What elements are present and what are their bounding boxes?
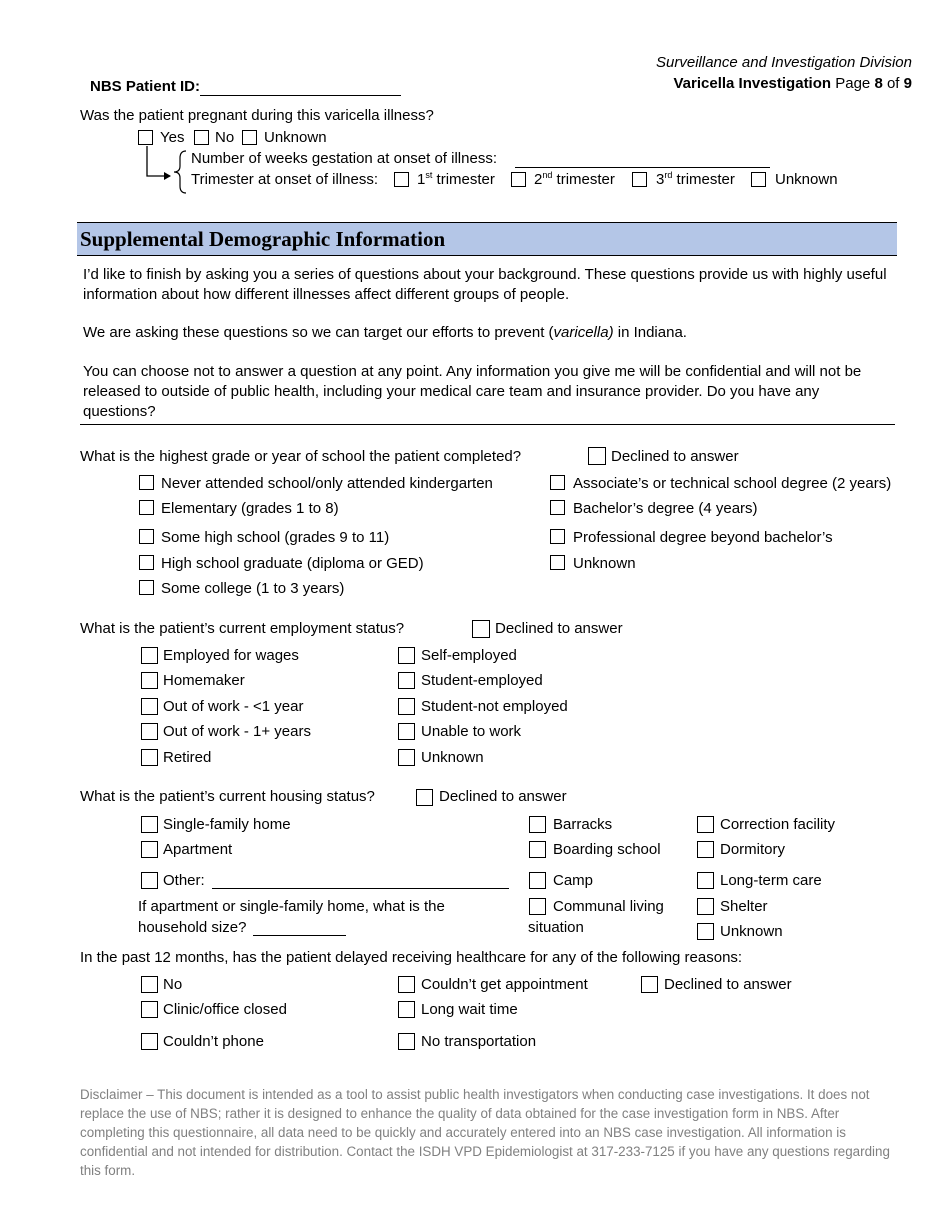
edu-elementary-checkbox[interactable] (139, 500, 154, 515)
edu-elementary-label: Elementary (grades 1 to 8) (161, 500, 339, 517)
emp-retired-label: Retired (163, 749, 212, 766)
edu-hs-graduate-label: High school graduate (diploma or GED) (161, 555, 424, 572)
hc-declined-checkbox[interactable] (641, 976, 658, 993)
housing-communal-checkbox[interactable] (529, 898, 546, 915)
pregnant-unknown-checkbox[interactable] (242, 130, 257, 145)
trimester-1-label (417, 171, 495, 189)
housing-camp-checkbox[interactable] (529, 872, 546, 889)
education-declined-label: Declined to answer (611, 448, 739, 465)
patient-id-label: NBS Patient ID: (90, 78, 201, 95)
employment-declined-label: Declined to answer (495, 620, 623, 637)
housing-other-checkbox[interactable] (141, 872, 158, 889)
trimester-label: Trimester at onset of illness: (191, 171, 379, 188)
edu-some-high-school-label: Some high school (grades 9 to 11) (161, 529, 390, 546)
housing-declined-checkbox[interactable] (416, 789, 433, 806)
education-declined-checkbox[interactable] (588, 447, 606, 465)
housing-camp-label: Camp (553, 872, 594, 889)
edu-some-high-school-checkbox[interactable] (139, 529, 154, 544)
housing-dormitory-checkbox[interactable] (697, 841, 714, 858)
housing-communal-label-1: Communal living (553, 898, 664, 915)
hc-phone-label: Couldn’t phone (163, 1033, 264, 1050)
emp-self-label: Self-employed (421, 647, 517, 664)
household-question-line1: If apartment or single-family home, what is the (138, 898, 445, 915)
disclaimer: Disclaimer – This document is intended as a tool to assist public health investigators when conducting case investigations. It does not replace the use of NBS; rather it is designed to enhance the quality of data obtained for the case investigation form in NBS. After completing this questionnaire, all data need to be quickly and accurately entered into an NBS case investigation. All information is confidential and not intended for distribution. Contact the ISDH VPD Epidemiologist at 317-233-7125 if you have any questions regarding this form. (80, 1087, 890, 1178)
page-number: 8 (874, 75, 883, 92)
pregnancy-branch-arrow-icon (140, 146, 174, 182)
intro-paragraph-3: You can choose not to answer a question at any point. Any information you give me will be confidential and will not be released to outside of public health, including your medical care team and insurance provider. Do you have any questions? (83, 363, 862, 420)
pregnant-no-label: No (215, 129, 235, 146)
housing-other-label: Other: (163, 872, 205, 889)
hc-appointment-checkbox[interactable] (398, 976, 415, 993)
emp-out-long-label: Out of work - 1+ years (163, 723, 311, 740)
housing-apartment-checkbox[interactable] (141, 841, 158, 858)
housing-dormitory-label: Dormitory (720, 841, 786, 858)
pregnant-yes-label: Yes (160, 129, 185, 146)
hc-declined-label: Declined to answer (664, 976, 792, 993)
healthcare-question: In the past 12 months, has the patient delayed receiving healthcare for any of the following reasons: (80, 949, 743, 966)
hc-wait-time-label: Long wait time (421, 1001, 518, 1018)
emp-student-not-employed-label: Student-not employed (421, 698, 568, 715)
trimester-1-num: 1 (417, 171, 426, 188)
emp-self-checkbox[interactable] (398, 647, 415, 664)
emp-homemaker-label: Homemaker (163, 672, 245, 689)
form-title: Varicella Investigation (673, 75, 832, 92)
trimester-1-sup: st (425, 170, 433, 180)
edu-associates-label: Associate’s or technical school degree (2 years) (573, 475, 892, 492)
housing-single-family-label: Single-family home (163, 816, 291, 833)
housing-declined-label: Declined to answer (439, 788, 567, 805)
trimester-3-num: 3 (656, 171, 665, 188)
emp-student-not-employed-checkbox[interactable] (398, 698, 415, 715)
housing-long-term-checkbox[interactable] (697, 872, 714, 889)
section-title: Supplemental Demographic Information (80, 227, 446, 251)
edu-never-label: Never attended school/only attended kindergarten (161, 475, 493, 492)
edu-professional-checkbox[interactable] (550, 529, 565, 544)
section-header-bar (77, 222, 897, 256)
emp-homemaker-checkbox[interactable] (141, 672, 158, 689)
housing-communal-label-2: situation (528, 919, 584, 936)
housing-correction-label: Correction facility (720, 816, 836, 833)
emp-wages-label: Employed for wages (163, 647, 299, 664)
housing-single-family-checkbox[interactable] (141, 816, 158, 833)
emp-retired-checkbox[interactable] (141, 749, 158, 766)
edu-some-college-label: Some college (1 to 3 years) (161, 580, 345, 597)
emp-out-short-label: Out of work - <1 year (163, 698, 304, 715)
intro-paragraph-1: I’d like to finish by asking you a series of questions about your background. These questions provide us with highly useful information about how different illnesses affect different groups of people. (83, 266, 887, 303)
trimester-2-sup: nd (542, 170, 553, 180)
division-name: Surveillance and Investigation Division (656, 54, 912, 71)
patient-id-field[interactable] (200, 95, 401, 96)
housing-unknown-label: Unknown (720, 923, 783, 940)
page-total: 9 (903, 75, 912, 92)
intro-2-pre: We are asking these questions so we can target our efforts to prevent ( (83, 324, 554, 341)
pregnant-no-checkbox[interactable] (194, 130, 209, 145)
edu-professional-label: Professional degree beyond bachelor’s (573, 529, 833, 546)
hc-clinic-closed-checkbox[interactable] (141, 1001, 158, 1018)
emp-unable-checkbox[interactable] (398, 723, 415, 740)
housing-long-term-label: Long-term care (720, 872, 822, 889)
page-word: Page (835, 75, 871, 92)
emp-wages-checkbox[interactable] (141, 647, 158, 664)
housing-boarding-label: Boarding school (553, 841, 661, 858)
pregnant-unknown-label: Unknown (264, 129, 327, 146)
housing-barracks-checkbox[interactable] (529, 816, 546, 833)
emp-student-employed-checkbox[interactable] (398, 672, 415, 689)
edu-bachelors-checkbox[interactable] (550, 500, 565, 515)
housing-other-field[interactable] (212, 888, 509, 889)
housing-boarding-checkbox[interactable] (529, 841, 546, 858)
housing-apartment-label: Apartment (163, 841, 233, 858)
edu-bachelors-label: Bachelor’s degree (4 years) (573, 500, 758, 517)
intro-divider (80, 424, 895, 425)
trimester-3-sup: rd (664, 170, 673, 180)
page-of: of (886, 75, 900, 92)
housing-shelter-label: Shelter (720, 898, 768, 915)
hc-no-checkbox[interactable] (141, 976, 158, 993)
intro-paragraph-2 (83, 323, 893, 343)
emp-student-employed-label: Student-employed (421, 672, 543, 689)
hc-wait-time-checkbox[interactable] (398, 1001, 415, 1018)
hc-phone-checkbox[interactable] (141, 1033, 158, 1050)
hc-transport-label: No transportation (421, 1033, 537, 1050)
edu-some-college-checkbox[interactable] (139, 580, 154, 595)
edu-associates-checkbox[interactable] (550, 475, 565, 490)
emp-unknown-checkbox[interactable] (398, 749, 415, 766)
trimester-3-word: trimester (676, 171, 735, 188)
edu-hs-graduate-checkbox[interactable] (139, 555, 154, 570)
intro-2-italic: varicella) (553, 324, 614, 341)
trimester-2-checkbox[interactable] (511, 172, 526, 187)
hc-clinic-closed-label: Clinic/office closed (163, 1001, 287, 1018)
page-indicator (673, 75, 912, 93)
housing-barracks-label: Barracks (553, 816, 613, 833)
trimester-2-label (534, 171, 615, 189)
pregnancy-brace-icon (172, 150, 188, 194)
edu-unknown-checkbox[interactable] (550, 555, 565, 570)
trimester-unknown-label: Unknown (775, 171, 838, 188)
employment-declined-checkbox[interactable] (472, 620, 490, 638)
emp-unable-label: Unable to work (421, 723, 522, 740)
housing-unknown-checkbox[interactable] (697, 923, 714, 940)
hc-appointment-label: Couldn’t get appointment (421, 976, 588, 993)
weeks-gestation-field[interactable] (515, 167, 770, 168)
edu-unknown-label: Unknown (573, 555, 636, 572)
trimester-1-checkbox[interactable] (394, 172, 409, 187)
housing-question: What is the patient’s current housing status? (80, 788, 375, 805)
pregnancy-question: Was the patient pregnant during this varicella illness? (80, 107, 434, 124)
trimester-3-checkbox[interactable] (632, 172, 647, 187)
emp-out-long-checkbox[interactable] (141, 723, 158, 740)
education-question: What is the highest grade or year of school the patient completed? (80, 448, 522, 465)
trimester-1-word: trimester (436, 171, 495, 188)
household-size-field[interactable] (253, 935, 346, 936)
trimester-unknown-checkbox[interactable] (751, 172, 766, 187)
emp-unknown-label: Unknown (421, 749, 484, 766)
hc-transport-checkbox[interactable] (398, 1033, 415, 1050)
trimester-3-label (656, 171, 735, 189)
housing-correction-checkbox[interactable] (697, 816, 714, 833)
edu-never-checkbox[interactable] (139, 475, 154, 490)
pregnant-yes-checkbox[interactable] (138, 130, 153, 145)
weeks-gestation-label: Number of weeks gestation at onset of illness: (191, 150, 497, 167)
trimester-2-word: trimester (556, 171, 615, 188)
employment-question: What is the patient’s current employment status? (80, 620, 405, 637)
intro-2-post: in Indiana. (613, 324, 687, 341)
emp-out-short-checkbox[interactable] (141, 698, 158, 715)
hc-no-label: No (163, 976, 183, 993)
household-question-line2: household size? (138, 919, 247, 936)
housing-shelter-checkbox[interactable] (697, 898, 714, 915)
trimester-2-num: 2 (534, 171, 543, 188)
